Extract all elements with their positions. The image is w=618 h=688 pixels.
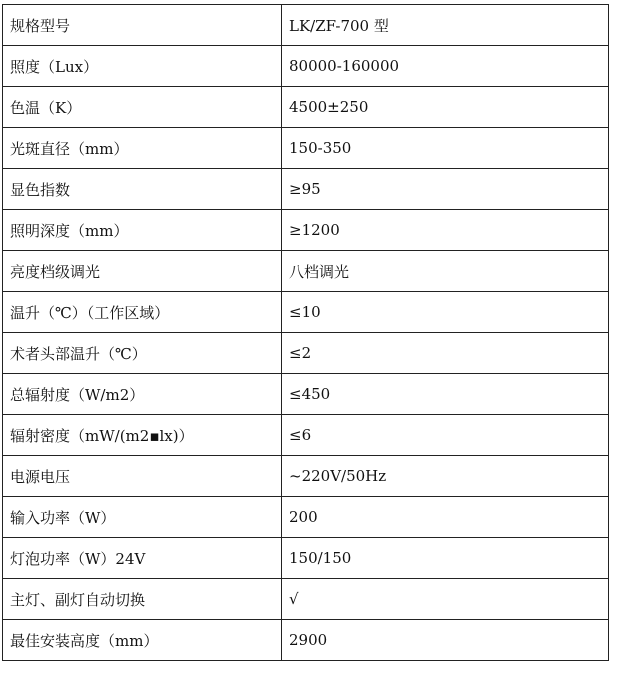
value-cell: 2900 (282, 620, 609, 661)
value-cell: 200 (282, 497, 609, 538)
table-row-illumination-depth (3, 210, 609, 251)
param-cell: 灯泡功率（W）24V (3, 538, 282, 579)
value-cell: ≥1200 (282, 210, 609, 251)
param-cell: 规格型号 (3, 5, 282, 46)
param-cell: 电源电压 (3, 456, 282, 497)
table-row-illuminance (3, 46, 609, 87)
value-cell: ≤450 (282, 374, 609, 415)
value-cell: ≤2 (282, 333, 609, 374)
table-row-bulb-power (3, 538, 609, 579)
value-cell: 150-350 (282, 128, 609, 169)
param-cell: 输入功率（W） (3, 497, 282, 538)
value-cell: ≤6 (282, 415, 609, 456)
spec-table (2, 4, 609, 661)
param-cell: 显色指数 (3, 169, 282, 210)
table-row-install-height (3, 620, 609, 661)
param-cell: 照明深度（mm） (3, 210, 282, 251)
param-cell: 光斑直径（mm） (3, 128, 282, 169)
value-cell: 八档调光 (282, 251, 609, 292)
param-cell: 照度（Lux） (3, 46, 282, 87)
spec-table-body (3, 5, 609, 661)
value-cell: ≤10 (282, 292, 609, 333)
value-cell: LK/ZF-700 型 (282, 5, 609, 46)
param-cell: 亮度档级调光 (3, 251, 282, 292)
value-cell: ≥95 (282, 169, 609, 210)
table-row-input-power (3, 497, 609, 538)
param-cell: 主灯、副灯自动切换 (3, 579, 282, 620)
table-row-color-temperature (3, 87, 609, 128)
table-row-color-rendering (3, 169, 609, 210)
table-row-temperature-rise (3, 292, 609, 333)
table-row-dimming (3, 251, 609, 292)
table-row-total-irradiance (3, 374, 609, 415)
param-cell: 术者头部温升（℃） (3, 333, 282, 374)
table-row-spot-diameter (3, 128, 609, 169)
param-cell: 温升（℃）（工作区域） (3, 292, 282, 333)
param-cell: 最佳安装高度（mm） (3, 620, 282, 661)
table-row-model (3, 5, 609, 46)
value-cell: 150/150 (282, 538, 609, 579)
value-cell: 4500±250 (282, 87, 609, 128)
value-cell: √ (282, 579, 609, 620)
param-cell: 总辐射度（W/m2） (3, 374, 282, 415)
table-row-auto-switch (3, 579, 609, 620)
table-row-head-temperature-rise (3, 333, 609, 374)
param-cell: 辐射密度（mW/(m2▪lx)） (3, 415, 282, 456)
value-cell: 80000-160000 (282, 46, 609, 87)
value-cell: ~220V/50Hz (282, 456, 609, 497)
param-cell: 色温（K） (3, 87, 282, 128)
table-row-power-supply (3, 456, 609, 497)
table-row-radiation-density (3, 415, 609, 456)
